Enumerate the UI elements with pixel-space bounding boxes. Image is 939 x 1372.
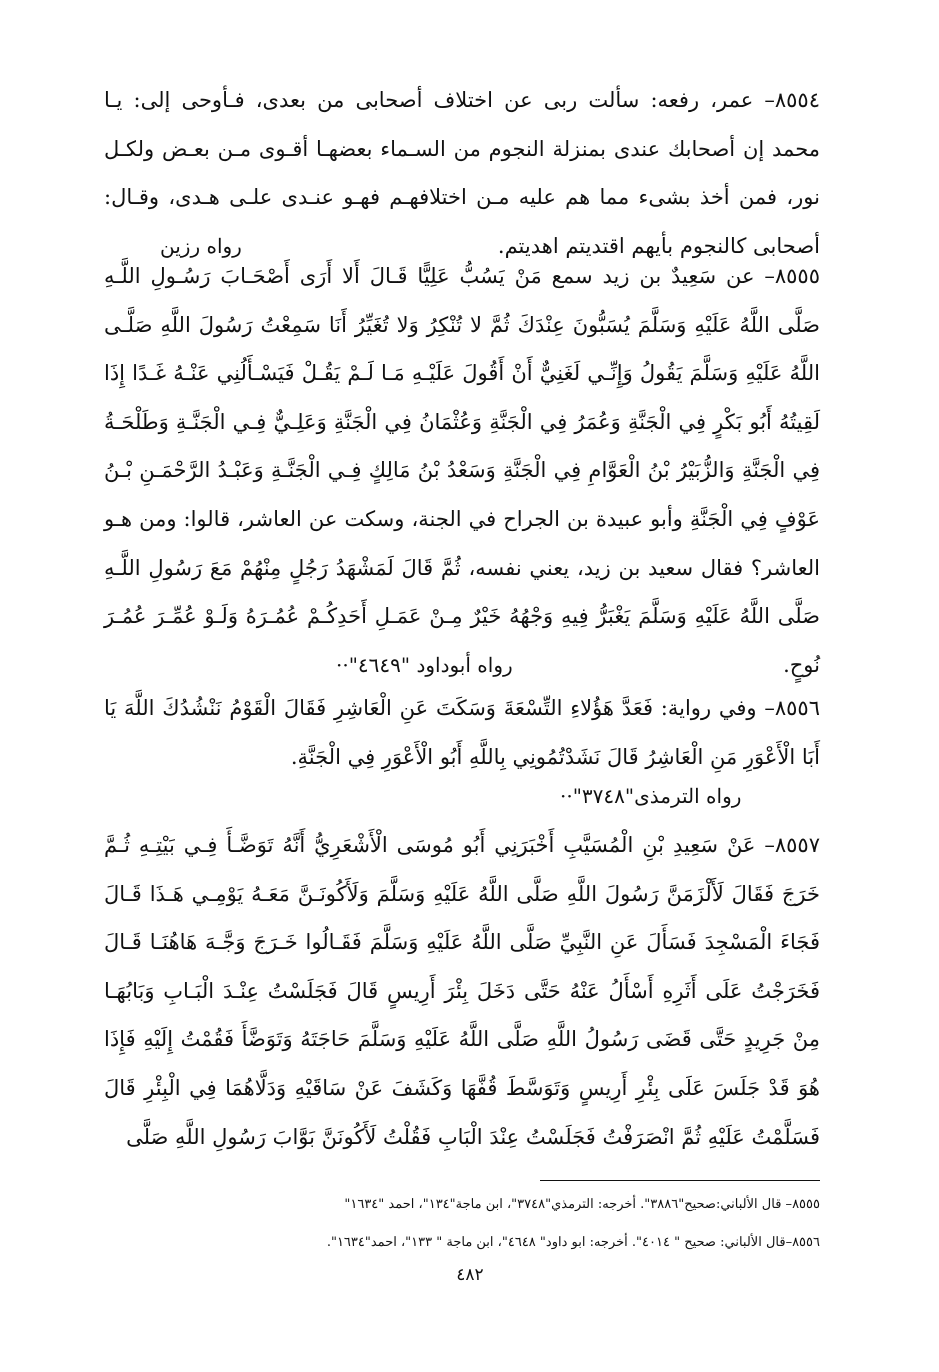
hadith-source: رواه الترمذى"٣٧٤٨"··	[560, 784, 742, 808]
footnote: ٨٥٥٥– قال الألباني:صحيح"٣٨٨٦". أخرجه: الترمذي"٣٧٤٨"، ابن ماجة"١٣٤"، احمد "١٦٣٤"	[344, 1197, 820, 1212]
hadith-8555	[104, 252, 820, 689]
hadith-text: ٨٥٥٦– وفي رواية: فَعَدَّ هَؤُلاءِ التِّسْعَةَ وَسَكَتَ عَنِ الْعَاشِرِ فَقَالَ الْقَوْمُ نَنْشُدُكَ اللَّهَ يَا أَبَا الْأَعْوَرِ مَنِ الْعَاشِرُ قَالَ نَشَدْتُمُونِي بِاللَّهِ أَبُو الْأَعْوَرِ فِي الْجَنَّةِ.	[104, 696, 820, 769]
hadith-text: ٨٥٥٥– عن سَعِيدٌ بن زيد سمع مَنْ يَسُبُّ عَلِيًّا قَـالَ أَلا أَرَى أَصْحَـابَ رَسُـولِ اللَّـهِ صَلَّى اللَّهُ عَلَيْهِ وَسَلَّمَ يُسَبُّونَ عِنْدَكَ ثُمَّ لا تُنْكِرُ وَلا تُغَيِّرُ أَنَا سَمِعْتُ رَسُولَ اللَّهِ صَلَّـى اللَّهُ عَلَيْهِ وَسَلَّمَ يَقُولُ وَإِنِّـي لَغَنِيٌّ أَنْ أَقُولَ عَلَيْـهِ مَـا لَـمْ يَقُـلْ فَيَسْـأَلُنِي عَنْـهُ غَـدًا إِذَا لَقِيتُهُ أَبُو بَكْرٍ فِي الْجَنَّةِ وَعُمَرُ فِي الْجَنَّةِ وَعُثْمَانُ فِي الْجَنَّةِ وَعَلِـيٌّ فِـي الْجَنَّـةِ وَطَلْحَـةُ فِي الْجَنَّةِ وَالزُّبَيْرُ بْنُ الْعَوَّامِ فِي الْجَنَّةِ وَسَعْدُ بْنُ مَالِكٍ فِـي الْجَنَّـةِ وَعَبْـدُ الرَّحْمَـنِ بْـنُ عَوْفٍ فِي الْجَنَّةِ وأبو عبيدة بن الجراح في الجنة، وسكت عن العاشر، قالوا: ومن هـو العاشر؟ فقال سعيد بن زيد، يعني نفسه، ثُمَّ قَالَ لَمَشْهَدُ رَجُلٍ مِنْهُمْ مَعَ رَسُولِ اللَّـهِ صَلَّى اللَّهُ عَلَيْهِ وَسَلَّمَ يَغْبَرُّ فِيهِ وَجْهُهُ خَيْرٌ مِـنْ عَمَـلِ أَحَدِكُـمْ عُمُـرَهُ وَلَـوْ عُمِّـرَ عُمُـرَ نُوحٍ.	[104, 264, 820, 677]
hadith-text: ٨٥٥٤– عمر، رفعه: سألت ربى عن اختلاف أصحابى من بعدى، فـأوحى إلى: يـا محمد إن أصحابك عندى بمنزلة النجوم من السـماء بعضهـا أقـوى مـن بعـض ولكـل نور، فمن أخذ بشىء مما هم عليه مـن اختلافهـم فهـو عنـدى علـى هـدى، وقـال: أصحابى كالنجوم بأيهم اقتديتم اهديتم.	[104, 88, 820, 258]
hadith-text: ٨٥٥٧– عَنْ سَعِيدِ بْنِ الْمُسَيَّبِ أَخْبَرَنِي أَبُو مُوسَى الْأَشْعَرِيُّ أَنَّهُ تَوَضَّـأَ فِـي بَيْتِـهِ ثُـمَّ خَرَجَ فَقَالَ لَأَلْزَمَنَّ رَسُولَ اللَّهِ صَلَّى اللَّهُ عَلَيْهِ وَسَلَّمَ وَلَأَكُونَـنَّ مَعَـهُ يَوْمِـي هَـذَا قَـالَ فَجَاءَ الْمَسْجِدَ فَسَأَلَ عَنِ النَّبِيِّ صَلَّى اللَّهُ عَلَيْهِ وَسَلَّمَ فَقَـالُوا خَـرَجَ وَجَّـهَ هَاهُنَـا قَـالَ فَخَرَجْتُ عَلَى أَثَرِهِ أَسْأَلُ عَنْهُ حَتَّى دَخَلَ بِئْرَ أَرِيسٍ قَالَ فَجَلَسْتُ عِنْـدَ الْبَـابِ وَبَابُهَـا مِنْ جَرِيدٍ حَتَّى قَضَى رَسُولُ اللَّهِ صَلَّى اللَّهُ عَلَيْهِ وَسَلَّمَ حَاجَتَهُ وَتَوَضَّأَ فَقُمْتُ إِلَيْهِ فَإِذَا هُوَ قَدْ جَلَسَ عَلَى بِئْرِ أَرِيسٍ وَتَوَسَّطَ قُفَّهَا وَكَشَفَ عَنْ سَاقَيْهِ وَدَلَّاهُمَا فِي الْبِئْرِ قَالَ فَسَلَّمْتُ عَلَيْهِ ثُمَّ انْصَرَفْتُ فَجَلَسْتُ عِنْدَ الْبَابِ فَقُلْتُ لَأَكُونَنَّ بَوَّابَ رَسُولِ اللَّهِ صَلَّى	[104, 833, 820, 1149]
footnote: ٨٥٥٦–قال الألباني: صحيح " ٤٠١٤". أخرجه: ابو داود" ٤٦٤٨"، ابن ماجة " ١٣٣"، احمد"١٦٣٤".	[326, 1235, 820, 1250]
hadith-8556	[104, 684, 820, 781]
hadith-source: رواه أبوداود "٤٦٤٩"··	[336, 653, 513, 677]
page-number: ٤٨٢	[456, 1265, 484, 1285]
hadith-source: رواه رزين	[160, 234, 242, 258]
hadith-8557	[104, 821, 820, 1161]
footnote-divider	[540, 1180, 820, 1181]
footnotes	[104, 1186, 820, 1262]
